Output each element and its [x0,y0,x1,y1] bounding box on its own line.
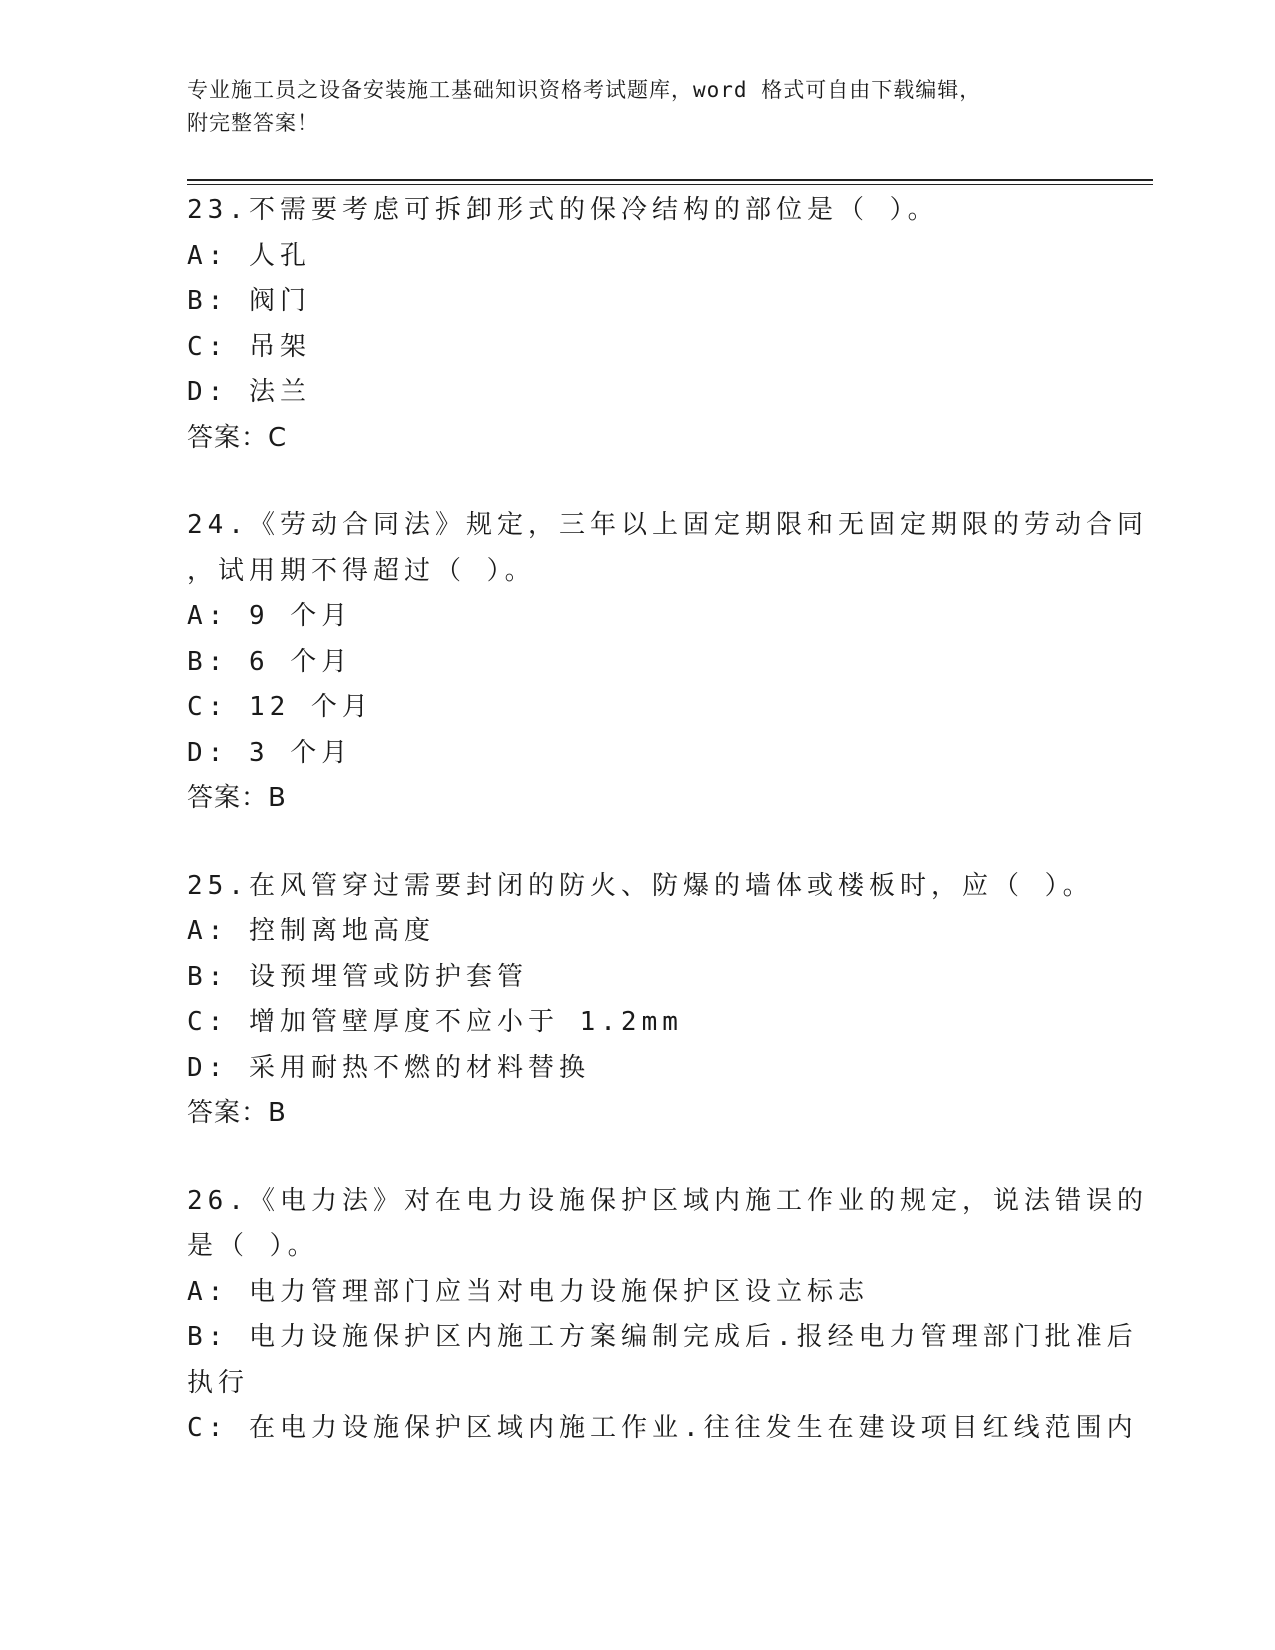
header-divider-thick [187,179,1153,181]
option-b: B: 设预埋管或防护套管 [187,961,528,992]
option-c: C: 12 个月 [187,692,373,722]
answer: 答案：B [187,1098,287,1128]
option-b-continued: 执行 [187,1367,250,1398]
option-c: C: 增加管壁厚度不应小于 1.2mm [187,1007,683,1037]
question-stem-continued: 是（ ）。 [187,1231,319,1261]
question-25 [187,864,1094,1137]
question-26 [187,1179,1148,1452]
answer: 答案：C [187,422,288,453]
option-d: D: 3 个月 [187,737,353,768]
question-stem: 25.在风管穿过需要封闭的防火、防爆的墙体或楼板时，应（ ）。 [187,870,1094,901]
option-b: B: 电力设施保护区内施工方案编制完成后.报经电力管理部门批准后 [187,1322,1138,1352]
option-c: C: 在电力设施保护区域内施工作业.往往发生在建设项目红线范围内 [187,1413,1138,1443]
document-header [187,74,1087,140]
header-line-1: 专业施工员之设备安装施工基础知识资格考试题库，word 格式可自由下载编辑， [187,78,982,102]
header-line-2: 附完整答案！ [187,111,319,135]
option-a: A: 人孔 [187,240,311,271]
option-a: A: 9 个月 [187,601,353,631]
question-24 [187,503,1148,822]
option-b: B: 阀门 [187,286,311,316]
header-divider-thin [187,184,1153,185]
question-23 [187,188,1067,461]
question-stem: 24.《劳动合同法》规定，三年以上固定期限和无固定期限的劳动合同 [187,510,1148,540]
option-d: D: 法兰 [187,377,311,407]
question-stem-continued: ，试用期不得超过（ ）。 [187,555,536,586]
option-a: A: 电力管理部门应当对电力设施保护区设立标志 [187,1276,869,1307]
option-b: B: 6 个月 [187,646,353,677]
option-c: C: 吊架 [187,331,311,362]
option-d: D: 采用耐热不燃的材料替换 [187,1052,590,1083]
answer: 答案：B [187,783,287,813]
question-stem: 23.不需要考虑可拆卸形式的保冷结构的部位是（ ）。 [187,195,939,225]
option-a: A: 控制离地高度 [187,916,435,946]
question-stem: 26.《电力法》对在电力设施保护区域内施工作业的规定，说法错误的 [187,1185,1148,1216]
question-list [187,188,1148,1494]
